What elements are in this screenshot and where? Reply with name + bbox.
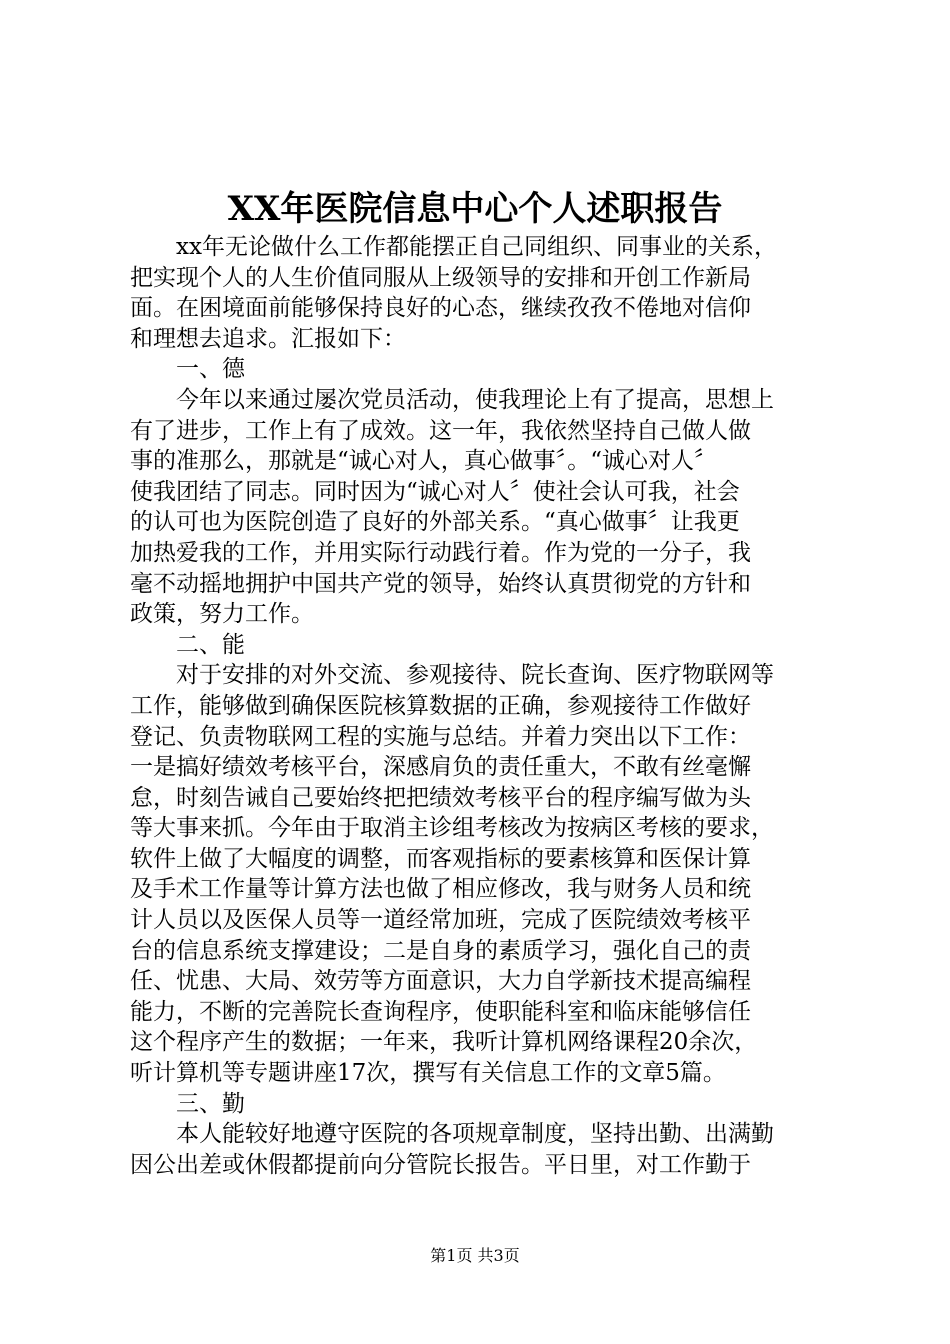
paragraph-line: 因公出差或休假都提前向分管院长报告。平日里，对工作勤于: [130, 1151, 751, 1178]
paragraph-line: 工作，能够做到确保医院核算数据的正确，参观接待工作做好: [130, 692, 751, 719]
paragraph-line: 和理想去追求。汇报如下：: [130, 325, 406, 352]
paragraph-line: 听计算机等专题讲座17次，撰写有关信息工作的文章5篇。: [130, 1060, 726, 1087]
paragraph-line: xx年无论做什么工作都能摆正自己同组织、同事业的关系，: [176, 234, 777, 260]
paragraph-line: 软件上做了大幅度的调整，而客观指标的要素核算和医保计算: [130, 845, 751, 872]
paragraph-line: 对于安排的对外交流、参观接待、院长查询、医疗物联网等: [176, 662, 774, 689]
paragraph-line: 这个程序产生的数据；一年来，我听计算机网络课程20余次，: [130, 1029, 758, 1056]
paragraph-line: 把实现个人的人生价值同服从上级领导的安排和开创工作新局: [130, 264, 751, 291]
paragraph-line: 面。在困境面前能够保持良好的心态，继续孜孜不倦地对信仰: [130, 295, 751, 322]
paragraph-line: 事的准那么，那就是“诚心对人，真心做事〞。“诚心对人〞: [130, 448, 718, 475]
paragraph-line: 本人能较好地遵守医院的各项规章制度，坚持出勤、出满勤: [176, 1121, 774, 1148]
paragraph-line: 等大事来抓。今年由于取消主诊组考核改为按病区考核的要求，: [130, 815, 774, 842]
paragraph-line: 一是搞好绩效考核平台，深感肩负的责任重大，不敢有丝毫懈: [130, 754, 751, 781]
paragraph-line: 登记、负责物联网工程的实施与总结。并着力突出以下工作：: [130, 723, 751, 750]
section-heading: 二、能: [176, 631, 245, 658]
paragraph-line: 怠，时刻告诫自己要始终把把绩效考核平台的程序编写做为头: [130, 784, 751, 811]
paragraph-line: 有了进步，工作上有了成效。这一年，我依然坚持自己做人做: [130, 417, 751, 444]
section-heading: 一、德: [176, 356, 245, 383]
paragraph-line: 毫不动摇地拥护中国共产党的领导，始终认真贯彻党的方针和: [130, 570, 751, 597]
document-title: XX年医院信息中心个人述职报告: [227, 189, 723, 229]
page-footer: 第1页 共3页: [430, 1246, 520, 1265]
paragraph-line: 今年以来通过屡次党员活动，使我理论上有了提高，思想上: [176, 386, 774, 413]
paragraph-line: 加热爱我的工作，并用实际行动践行着。作为党的一分子，我: [130, 539, 751, 566]
paragraph-line: 政策，努力工作。: [130, 601, 314, 628]
paragraph-line: 使我团结了同志。同时因为“诚心对人〞使社会认可我，社会: [130, 478, 740, 505]
paragraph-line: 及手术工作量等计算方法也做了相应修改，我与财务人员和统: [130, 876, 751, 903]
document-body: [130, 232, 830, 1180]
paragraph-line: 的认可也为医院创造了良好的外部关系。“真心做事〞让我更: [130, 509, 740, 536]
paragraph-line: 计人员以及医保人员等一道经常加班，完成了医院绩效考核平: [130, 907, 751, 934]
paragraph-line: 台的信息系统支撑建设；二是自身的素质学习，强化自己的责: [130, 937, 751, 964]
paragraph-line: 能力，不断的完善院长查询程序，使职能科室和临床能够信任: [130, 998, 751, 1025]
section-heading: 三、勤: [176, 1090, 245, 1117]
paragraph-line: 任、忧患、大局、效劳等方面意识，大力自学新技术提高编程: [130, 968, 751, 995]
